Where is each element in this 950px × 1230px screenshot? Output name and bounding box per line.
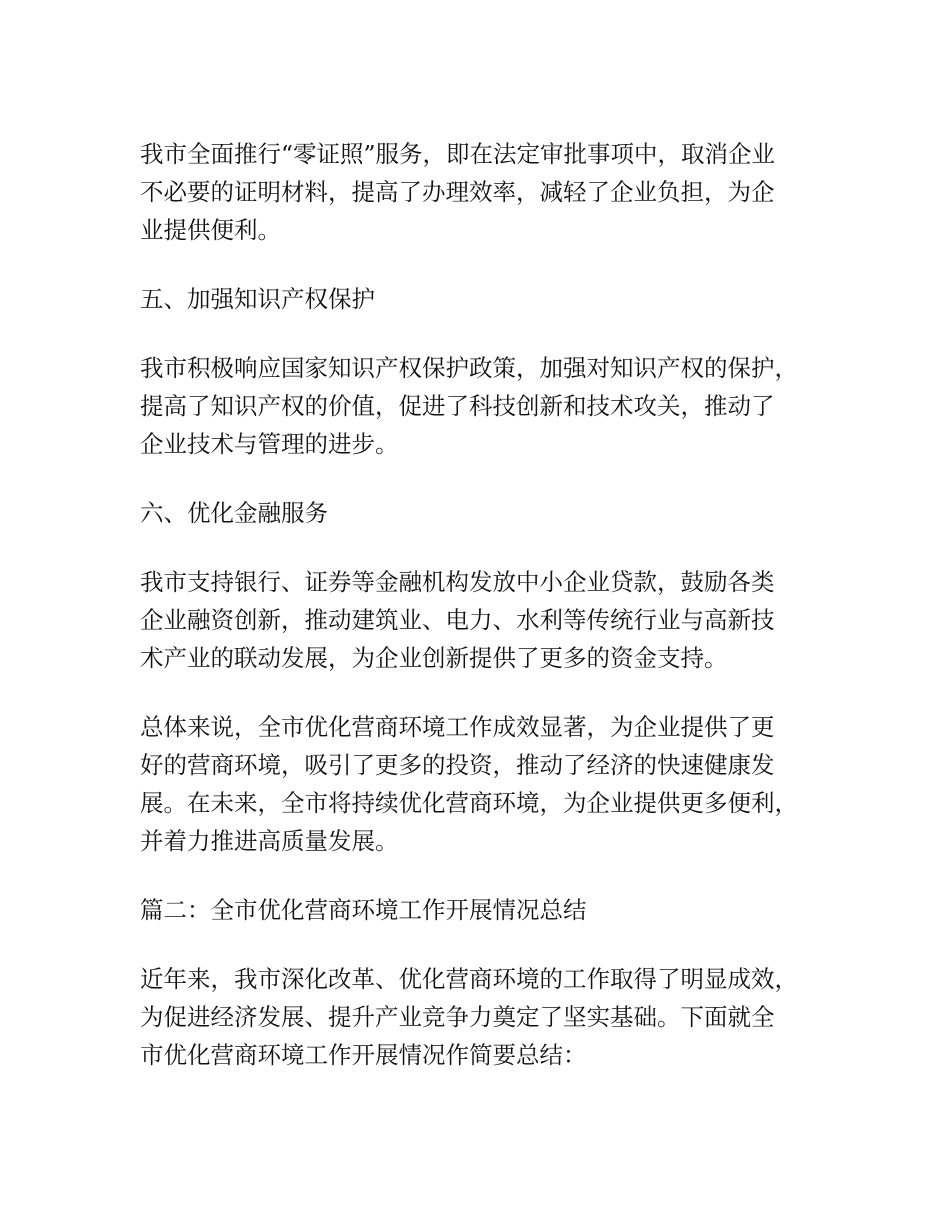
section-heading-part-two: 篇二：全市优化营商环境工作开展情况总结 xyxy=(140,896,587,924)
section-heading-ip-protection: 五、加强知识产权保护 xyxy=(140,285,375,313)
paragraph-line: 并着力推进高质量发展。 xyxy=(140,827,399,855)
paragraph-line: 提高了知识产权的价值，促进了科技创新和技术攻关，推动了 xyxy=(140,392,775,420)
paragraph-line: 企业技术与管理的进步。 xyxy=(140,430,399,458)
paragraph-ip-protection xyxy=(140,349,820,463)
paragraph-line: 我市支持银行、证券等金融机构发放中小企业贷款，鼓励各类 xyxy=(140,568,775,596)
paragraph-summary xyxy=(140,708,820,860)
paragraph-part-two-intro xyxy=(140,960,820,1074)
paragraph-financial-services xyxy=(140,563,820,677)
paragraph-line: 展。在未来，全市将持续优化营商环境，为企业提供更多便利， xyxy=(140,789,798,817)
paragraph-line: 企业融资创新，推动建筑业、电力、水利等传统行业与高新技 xyxy=(140,606,775,634)
paragraph-line: 近年来，我市深化改革、优化营商环境的工作取得了明显成效， xyxy=(140,965,798,993)
paragraph-line: 总体来说，全市优化营商环境工作成效显著，为企业提供了更 xyxy=(140,713,775,741)
paragraph-line: 不必要的证明材料，提高了办理效率，减轻了企业负担，为企 xyxy=(140,178,775,206)
section-heading-financial-services: 六、优化金融服务 xyxy=(140,499,328,527)
paragraph-line: 我市全面推行“零证照”服务，即在法定审批事项中，取消企业 xyxy=(140,140,776,168)
paragraph-line: 好的营商环境，吸引了更多的投资，推动了经济的快速健康发 xyxy=(140,751,775,779)
paragraph-zero-license-service xyxy=(140,135,820,249)
paragraph-line: 我市积极响应国家知识产权保护政策，加强对知识产权的保护， xyxy=(140,354,798,382)
paragraph-line: 术产业的联动发展，为企业创新提供了更多的资金支持。 xyxy=(140,644,728,672)
paragraph-line: 为促进经济发展、提升产业竞争力奠定了坚实基础。下面就全 xyxy=(140,1003,775,1031)
paragraph-line: 市优化营商环境工作开展情况作简要总结： xyxy=(140,1041,587,1069)
document-body xyxy=(140,135,820,1105)
paragraph-line: 业提供便利。 xyxy=(140,216,281,244)
